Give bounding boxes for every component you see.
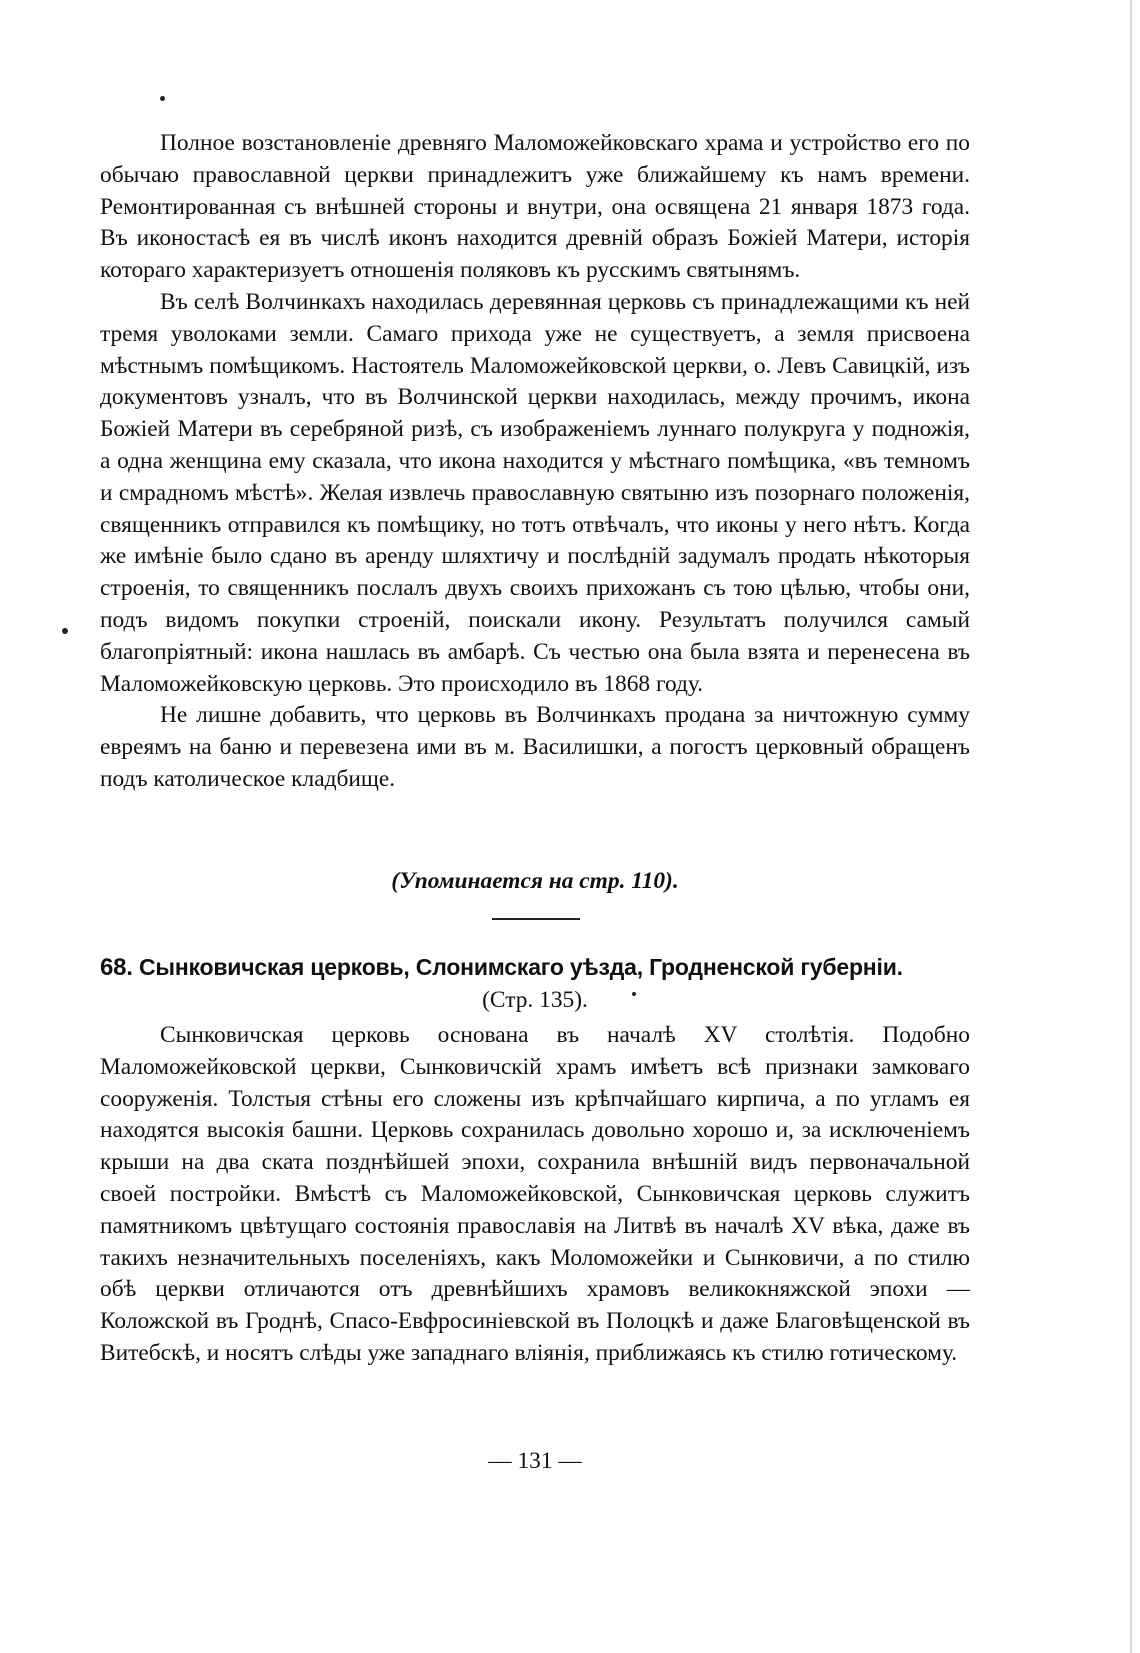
section-heading [100,952,970,983]
page-edge-shadow [1130,0,1132,1653]
paragraph: Полное возстановленіе древняго Маломожейковскаго храма и устройство его по обычаю православной церкви принадлежитъ уже ближайшему къ намъ времени. Ремонтированная съ внѣшней стороны и внутри, она освящена 21 января 1873 года. Въ иконостасѣ ея въ числѣ иконъ находится древній образъ Божіей Матери, исторія котораго характеризуетъ отношенія поляковъ къ русскимъ святынямъ. [100,130,970,284]
scan-speck [62,628,68,634]
scan-speck [160,96,165,101]
page-reference: (Стр. 135). [482,987,588,1013]
section-divider [492,918,580,920]
paragraph: Въ селѣ Волчинкахъ находилась деревянная церковь съ принадлежащими къ ней тремя уволоками земли. Самаго прихода уже не существуетъ, а земля присвоена мѣстнымъ помѣщикомъ. Настоятель Маломожейковской церкви, о. Левъ Савицкій, изъ документовъ узналъ, что въ Волчинской церкви находилась, между прочимъ, икона Божіей Матери въ серебряной ризѣ, съ изображеніемъ луннаго полукруга у подножія, а одна женщина ему сказала, что икона находится у мѣстнаго помѣщика, «въ темномъ и смрадномъ мѣстѣ». Желая извлечь православную святыню изъ позорнаго положенія, священникъ отправился къ помѣщику, но тотъ отвѣчалъ, что иконы у него нѣтъ. Когда же имѣніе было сдано въ аренду шляхтичу и послѣдній задумалъ продать нѣкоторыя строенія, то священникъ послалъ двухъ своихъ прихожанъ съ тою цѣлью, чтобы они, подъ видомъ покупки строеній, поискали икону. Результатъ получился самый благопріятный: икона нашлась въ амбарѣ. Съ честью она была взята и перенесена въ Маломожейковскую церковь. Это происходило въ 1868 году. [100,288,970,697]
section-number: 68. [100,954,133,981]
body-text-lower [100,1020,970,1370]
paragraph: Не лишне добавить, что церковь въ Волчинкахъ продана за ничтожную сумму евреямъ на баню и перевезена ими въ м. Василишки, а погостъ церковный обращенъ подъ католическое кладбище. [100,702,970,792]
cross-reference-citation: (Упоминается на стр. 110). [391,868,679,894]
page-number: — 131 — [488,1448,582,1474]
paragraph: Сынковичская церковь основана въ началѣ XV столѣтія. Подобно Маломожейковской церкви, Сынковичскій храмъ имѣетъ всѣ признаки замковаго сооруженія. Толстыя стѣны его сложены изъ крѣпчайшаго кирпича, а по угламъ ея находятся высокія башни. Церковь сохранилась довольно хорошо и, за исключеніемъ крыши на два ската позднѣйшей эпохи, сохранила внѣшній видъ первоначальной своей постройки. Вмѣстѣ съ Маломожейковской, Сынковичская церковь служитъ памятникомъ цвѣтущаго состоянія православія на Литвѣ въ началѣ XV вѣка, даже въ такихъ незначительныхъ поселеніяхъ, какъ Моломожейки и Сынковичи, а по стилю обѣ церкви отличаются отъ древнѣйшихъ храмовъ великокняжской эпохи — Коложской въ Гроднѣ, Спасо-Евфросиніевской въ Полоцкѣ и даже Благовѣщенской въ Витебскѣ, и носятъ слѣды уже западнаго вліянія, приближаясь къ стилю готическому. [100,1022,970,1366]
section-title: Сынковичская церковь, Слонимскаго уѣзда, Гродненской губерніи. [138,954,903,980]
body-text-upper [100,128,970,796]
